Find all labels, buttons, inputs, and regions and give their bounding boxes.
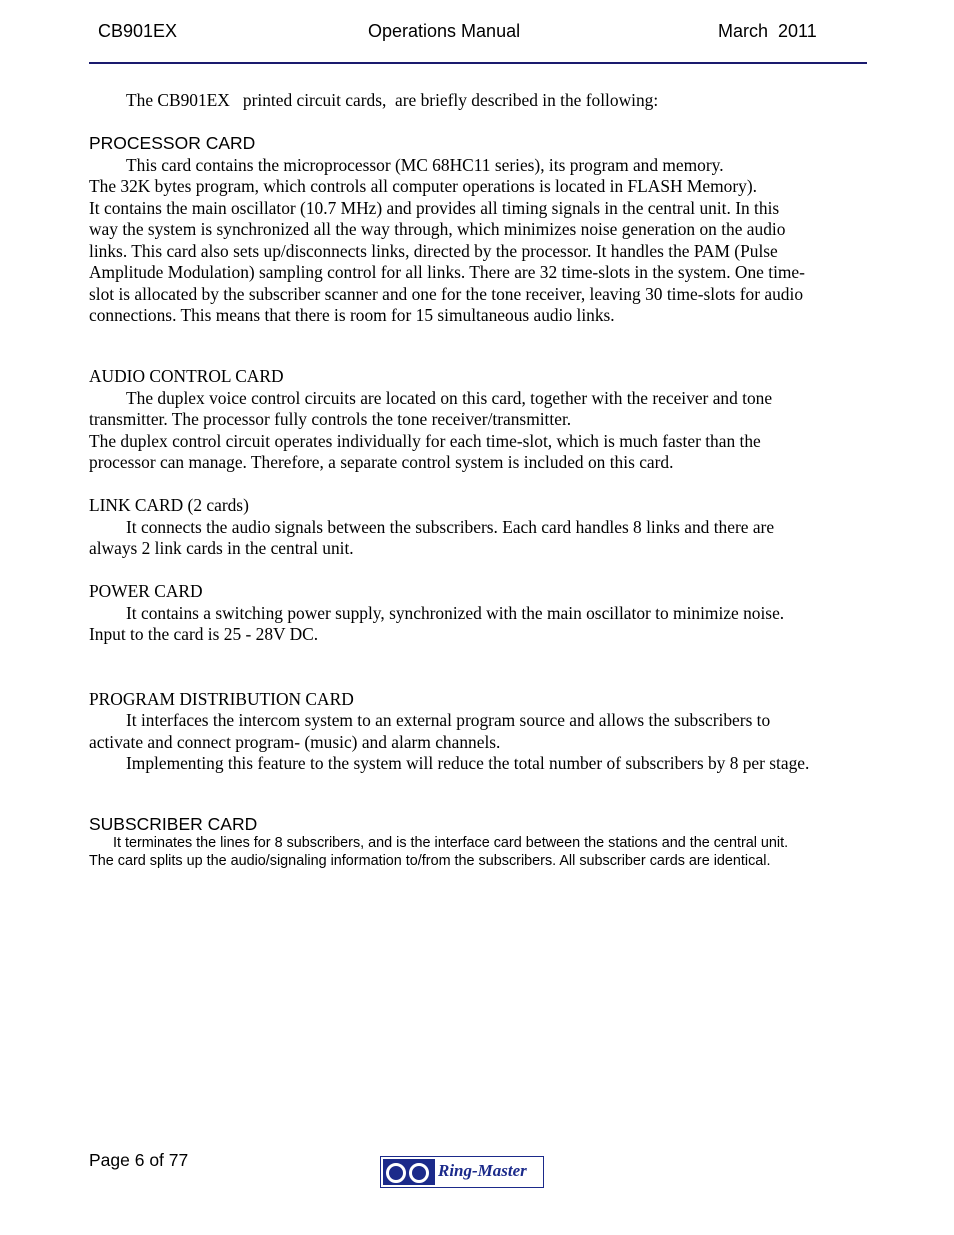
- processor-line: Amplitude Modulation) sampling control for all links. There are 32 time-slots in the system. One time-: [89, 262, 805, 282]
- subscriber-heading: SUBSCRIBER CARD: [89, 814, 258, 834]
- intro-text: The CB901EX printed circuit cards, are briefly described in the following:: [126, 90, 659, 110]
- program-line: It interfaces the intercom system to an external program source and allows the subscribers to: [126, 710, 771, 730]
- processor-line: slot is allocated by the subscriber scanner and one for the tone receiver, leaving 30 time-slots for audio: [89, 284, 804, 304]
- power-heading: POWER CARD: [89, 581, 203, 601]
- processor-line: connections. This means that there is room for 15 simultaneous audio links.: [89, 305, 615, 325]
- subscriber-line: It terminates the lines for 8 subscribers, and is the interface card between the stations and the central unit.: [113, 835, 789, 851]
- program-heading: PROGRAM DISTRIBUTION CARD: [89, 689, 354, 709]
- header-date: March 2011: [718, 21, 817, 41]
- program-line: activate and connect program- (music) and alarm channels.: [89, 732, 501, 752]
- audio-heading: AUDIO CONTROL CARD: [89, 366, 284, 386]
- program-line: Implementing this feature to the system will reduce the total number of subscribers by 8 per stage.: [126, 753, 810, 773]
- header-model: CB901EX: [98, 21, 178, 41]
- audio-line: processor can manage. Therefore, a separate control system is included on this card.: [89, 452, 674, 472]
- processor-line: This card contains the microprocessor (MC 68HC11 series), its program and memory.: [126, 155, 724, 175]
- power-line: It contains a switching power supply, synchronized with the main oscillator to minimize noise.: [126, 603, 785, 623]
- page-number: Page 6 of 77: [89, 1150, 189, 1170]
- audio-line: transmitter. The processor fully controls the tone receiver/transmitter.: [89, 409, 572, 429]
- logo-rings-icon: [383, 1159, 435, 1185]
- link-line: always 2 link cards in the central unit.: [89, 538, 354, 558]
- audio-line: The duplex voice control circuits are located on this card, together with the receiver and tone: [126, 388, 773, 408]
- link-line: It connects the audio signals between the subscribers. Each card handles 8 links and there are: [126, 517, 775, 537]
- link-heading: LINK CARD (2 cards): [89, 495, 249, 515]
- subscriber-line: The card splits up the audio/signaling information to/from the subscribers. All subscriber cards are identical.: [89, 853, 771, 869]
- logo-text: Ring-Master: [438, 1161, 527, 1180]
- header-title: Operations Manual: [368, 21, 521, 41]
- processor-line: links. This card also sets up/disconnects links, directed by the processor. It handles the PAM (Pulse: [89, 241, 778, 261]
- processor-line: The 32K bytes program, which controls all computer operations is located in FLASH Memory).: [89, 176, 757, 196]
- audio-line: The duplex control circuit operates individually for each time-slot, which is much faster than the: [89, 431, 761, 451]
- header-rule: [89, 62, 867, 64]
- ring-master-logo: [380, 1156, 544, 1188]
- power-line: Input to the card is 25 - 28V DC.: [89, 624, 319, 644]
- processor-line: It contains the main oscillator (10.7 MHz) and provides all timing signals in the central unit. In this: [89, 198, 780, 218]
- processor-line: way the system is synchronized all the way through, which minimizes noise generation on the audio: [89, 219, 786, 239]
- processor-heading: PROCESSOR CARD: [89, 133, 256, 153]
